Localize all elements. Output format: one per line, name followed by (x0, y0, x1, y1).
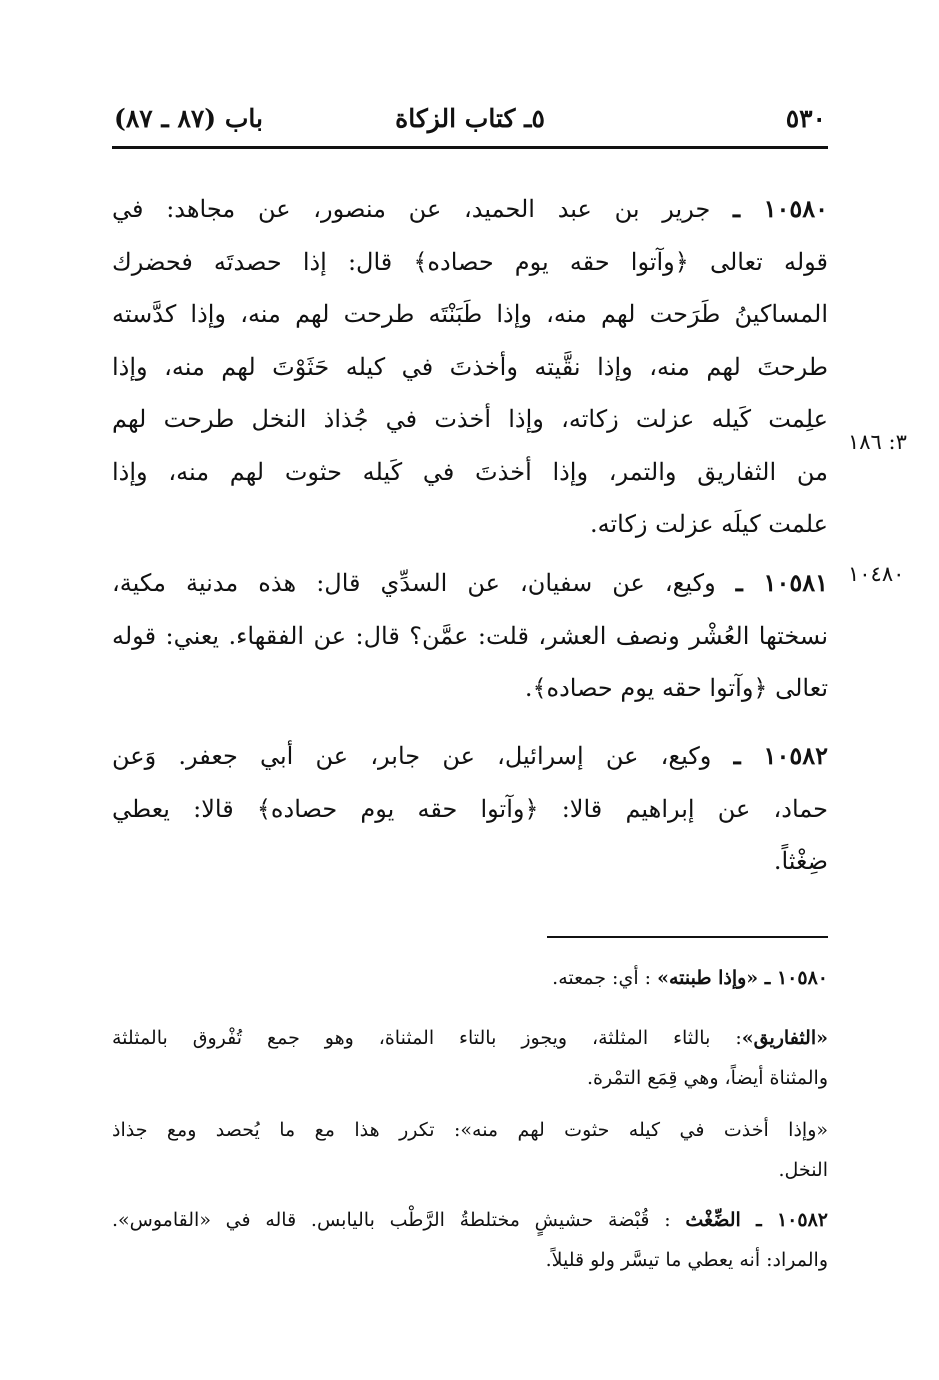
text-line: طرحتَ لهم منه، وإذا نقَّيته وأخذتَ في كيله حَثَوْتَ لهم منه، وإذا (112, 352, 828, 381)
text-line: تعالى ﴿وآتوا حقه يوم حصاده﴾. (524, 674, 828, 702)
footnote (112, 1110, 828, 1190)
footnote-line: «وإذا أخذت في كيله حثوت لهم منه»: تكرر هذا مع ما يُحصد ومع جذاذ (112, 1119, 828, 1141)
running-header (112, 100, 828, 144)
hadith-number: ١٠٥٨٢ ـ (733, 741, 828, 770)
text-line: ١٠٥٨١ ـ وكيع، عن سفيان، عن السدِّي قال: هذه مدنية مكية، (112, 568, 828, 597)
hadith-paragraph (112, 730, 828, 888)
footnote-lead: ١٠٥٨٠ ـ «وإذا طبنته» (657, 967, 828, 989)
chapter-title: ٥ـ كتاب الزكاة (395, 104, 545, 133)
header-divider (112, 146, 828, 149)
footnote (112, 1200, 828, 1280)
text-line: نسختها العُشْر ونصف العشر، قلت: عمَّن؟ قال: عن الفقهاء. يعني: قوله (112, 621, 828, 650)
text-line: ضِغْثاً. (773, 847, 828, 875)
hadith-number: ١٠٥٨٠ ـ (733, 194, 828, 223)
text-line: ١٠٥٨٢ ـ وكيع، عن إسرائيل، عن جابر، عن أبي جعفر. وَعن (112, 741, 828, 770)
footnote-lead: «الثفاريق» (741, 1027, 828, 1049)
footnote-line: والمثناة أيضاً، وهي قِمَع التمْرة. (586, 1067, 828, 1089)
footnote (112, 958, 828, 998)
page-number: ٥٣٠ (785, 104, 826, 133)
text-line: ١٠٥٨٠ ـ جرير بن عبد الحميد، عن منصور، عن مجاهد: في (112, 194, 828, 223)
footnote-line: ١٠٥٨٠ ـ «وإذا طبنته» : أي: جمعته. (552, 967, 828, 989)
text-line: المساكينُ طَرَحت لهم منه، وإذا طَبَنْتَه طرحت لهم منه، وإذا كدَّسته (112, 300, 828, 328)
footnote-line: ١٠٥٨٢ ـ الضِّغْث : قُبْضة حشيشٍ مختلطةُ الرَّطْب باليابس. قاله في «القاموس». (112, 1209, 828, 1231)
footnote (112, 1018, 828, 1098)
text-line: قوله تعالى ﴿وآتوا حقه يوم حصاده﴾ قال: إذا حصدتَه فحضرك (112, 247, 828, 276)
text-line: حماد، عن إبراهيم قالا: ﴿وآتوا حقه يوم حصاده﴾ قالا: يعطي (112, 794, 828, 823)
footnote-line: والمراد: أنه يعطي ما تيسَّر ولو قليلاً. (545, 1249, 828, 1271)
footnote-divider (547, 936, 828, 938)
section-title: باب (٨٧ ـ ٨٧) (114, 104, 263, 133)
margin-reference: ٣: ١٨٦ (848, 430, 907, 454)
hadith-number: ١٠٥٨١ ـ (735, 568, 828, 597)
hadith-paragraph (112, 557, 828, 715)
text-line: من الثفاريق والتمر، وإذا أخذتَ في كَيله حثوت لهم منه، وإذا (112, 457, 828, 486)
footnote-line: النخل. (778, 1159, 828, 1181)
text-line: علمت كيلَه عزلت زكاته. (589, 510, 828, 538)
footnote-line: «الثفاريق»: بالثاء المثلثة، ويجوز بالتاء المثناة، وهو جمع تُفْروق بالمثلثة (112, 1027, 828, 1049)
footnote-lead: ١٠٥٨٢ ـ الضِّغْث (685, 1209, 828, 1231)
text-line: علِمت كَيله عزلت زكاته، وإذا أخذت في جُذاذ النخل طرحت لهم (112, 405, 828, 433)
margin-reference: ١٠٤٨٠ (848, 562, 905, 586)
hadith-paragraph (112, 183, 828, 551)
